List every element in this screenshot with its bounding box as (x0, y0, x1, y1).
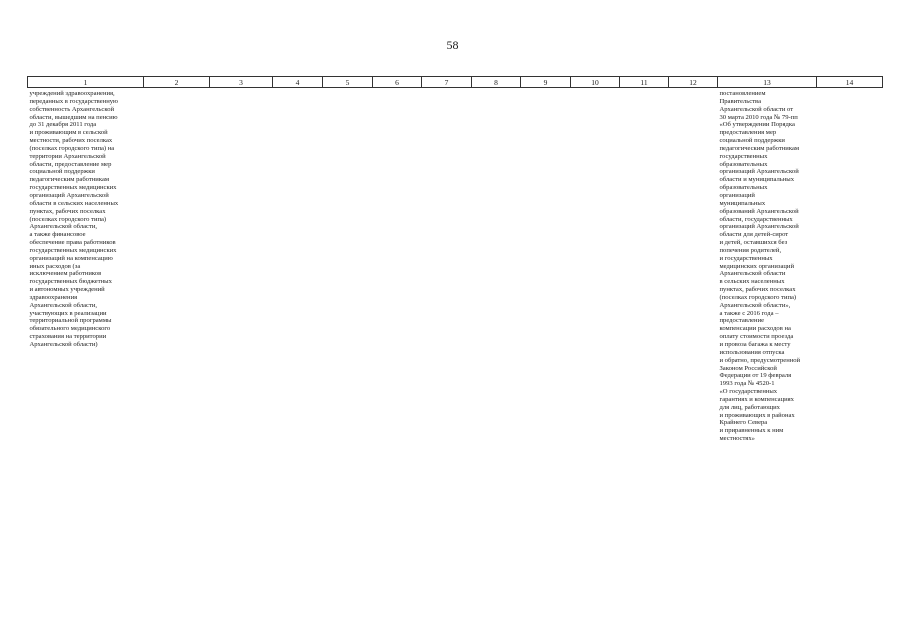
cell-text-line: до 31 декабря 2011 года (29, 121, 97, 129)
cell-text-line: и автономных учреждений (29, 286, 105, 294)
cell-text-line: педагогическим работникам (29, 176, 110, 184)
col5-cell (323, 88, 373, 443)
column-header: 8 (472, 77, 521, 88)
cell-text-line: пунктах, рабочих поселках (719, 286, 796, 294)
cell-text-line: оплату стоимости проезда (719, 333, 794, 341)
column-header: 2 (144, 77, 210, 88)
cell-text-line: области и муниципальных (719, 176, 795, 184)
cell-text-line: области, предоставление мер (29, 160, 112, 168)
cell-text-line: исключением работников (29, 270, 102, 278)
column-header: 9 (521, 77, 571, 88)
cell-text-line: предоставления мер (719, 129, 777, 137)
cell-text-line: здравоохранения (29, 293, 78, 301)
cell-text-line: (поселках городского типа) на (29, 144, 115, 152)
cell-text-line: собственность Архангельской (29, 105, 115, 113)
cell-text-line: образовательных (719, 160, 768, 168)
cell-text-line: местности, рабочих поселках (29, 137, 113, 145)
col9-cell (521, 88, 571, 443)
cell-text-line: 1993 года № 4520-1 (719, 380, 775, 388)
cell-text-line: а также с 2016 года – (719, 309, 779, 317)
column-header: 10 (571, 77, 620, 88)
column-header: 14 (817, 77, 883, 88)
cell-text-line: «О государственных (719, 388, 778, 396)
col11-cell (620, 88, 669, 443)
cell-text-line: в сельских населенных (719, 278, 785, 286)
col1-cell (28, 88, 144, 443)
data-table (27, 76, 883, 443)
cell-text-line: (поселках городского типа) (29, 215, 107, 223)
cell-text-line: Архангельской области от (719, 105, 794, 113)
column-header: 11 (620, 77, 669, 88)
column-header: 4 (273, 77, 323, 88)
cell-text-line: и провоза багажа к месту (719, 341, 791, 348)
col14-cell (817, 88, 883, 443)
cell-text-line: и проживающих в районах (719, 411, 795, 419)
table-row (28, 88, 883, 443)
cell-text-line: и приравненных к ним (719, 427, 784, 435)
cell-text-line: и обратно, предусмотренной (719, 356, 801, 364)
column-header: 7 (422, 77, 472, 88)
cell-text-line: иных расходов (за (29, 262, 81, 270)
cell-text-line: образований Архангельской (719, 207, 799, 215)
cell-text-line: для лиц, работающих (719, 403, 780, 411)
col3-cell (210, 88, 273, 443)
cell-text-line: участвующих в реализации (29, 309, 107, 317)
cell-text-line: страхования на территории (29, 333, 107, 341)
cell-text-line: «Об утверждении Порядка (719, 121, 795, 129)
cell-text-line: Правительства (719, 97, 761, 105)
cell-text-line: использования отпуска (719, 348, 785, 356)
cell-text-line: Архангельской области, (29, 301, 98, 309)
col6-cell (373, 88, 422, 443)
cell-text-line: гарантиях и компенсациях (719, 395, 794, 403)
cell-text-line: области, вышедшим на пенсию (29, 113, 118, 121)
col4-cell (273, 88, 323, 443)
cell-text-line: педагогическим работникам (719, 144, 800, 152)
column-header: 3 (210, 77, 273, 88)
cell-text-line: Архангельской области», (719, 301, 791, 309)
cell-text-line: организаций на компенсацию (29, 254, 113, 262)
cell-text-line: и проживающим в сельской (29, 129, 108, 137)
cell-text-line: государственных (719, 152, 768, 160)
col7-cell (422, 88, 472, 443)
cell-text-line: обязательного медицинского (29, 325, 111, 333)
column-header: 6 (373, 77, 422, 88)
cell-text-line: учреждений здравоохранения, (29, 90, 115, 97)
cell-text-line: а также финансовое (29, 231, 86, 239)
cell-text-line: государственных медицинских (29, 184, 117, 192)
cell-text-line: (поселках городского типа) (719, 293, 797, 301)
cell-text-line: области, государственных (719, 215, 793, 223)
cell-text-line: Архангельской области, (29, 223, 98, 231)
cell-text-line: территории Архангельской (29, 152, 106, 160)
col12-cell (669, 88, 718, 443)
cell-text-line: обеспечение права работников (29, 239, 116, 247)
cell-text-line: переданных в государственную (29, 97, 118, 105)
column-header: 1 (28, 77, 144, 88)
cell-text-line: организаций Архангельской (29, 191, 109, 199)
cell-text-line: социальной поддержки (29, 168, 95, 176)
cell-text-line: Архангельской области (719, 270, 786, 278)
col8-cell (472, 88, 521, 443)
cell-text-line: предоставление (719, 317, 765, 325)
cell-text-line: территориальной программы (29, 317, 112, 325)
column-header: 12 (669, 77, 718, 88)
column-header: 5 (323, 77, 373, 88)
cell-text-line: и государственных (719, 254, 773, 262)
cell-text-line: организаций Архангельской (719, 168, 799, 176)
page-number: 58 (446, 38, 459, 52)
cell-text-line: муниципальных (719, 199, 766, 207)
cell-text-line: постановлением (719, 90, 766, 97)
cell-text-line: образовательных (719, 184, 768, 192)
column-header: 13 (718, 77, 817, 88)
cell-text-line: Архангельской области) (29, 341, 98, 348)
col13-cell (718, 88, 817, 443)
cell-text-line: государственных медицинских (29, 246, 117, 254)
cell-text-line: организаций (719, 191, 755, 199)
cell-text-line: Крайнего Севера (719, 419, 768, 427)
cell-text-line: местностях» (719, 435, 755, 443)
cell-text-line: 30 марта 2010 года № 79-пп (719, 113, 798, 121)
cell-text-line: и детей, оставшихся без (719, 239, 788, 247)
col2-cell (144, 88, 210, 443)
cell-text-line: Федерации от 19 февраля (719, 372, 792, 380)
cell-text-line: организаций Архангельской (719, 223, 799, 231)
cell-text-line: медицинских организаций (719, 262, 794, 270)
cell-text-line: социальной поддержки (719, 137, 785, 145)
cell-text-line: компенсации расходов на (719, 325, 791, 333)
cell-text-line: области для детей-сирот (719, 231, 789, 239)
cell-text-line: попечения родителей, (719, 246, 782, 254)
cell-text-line: пунктах, рабочих поселках (29, 207, 106, 215)
cell-text-line: области в сельских населенных (29, 199, 119, 207)
table-header-row (28, 77, 883, 88)
cell-text-line: государственных бюджетных (29, 278, 112, 286)
col10-cell (571, 88, 620, 443)
cell-text-line: Законом Российской (719, 364, 777, 372)
